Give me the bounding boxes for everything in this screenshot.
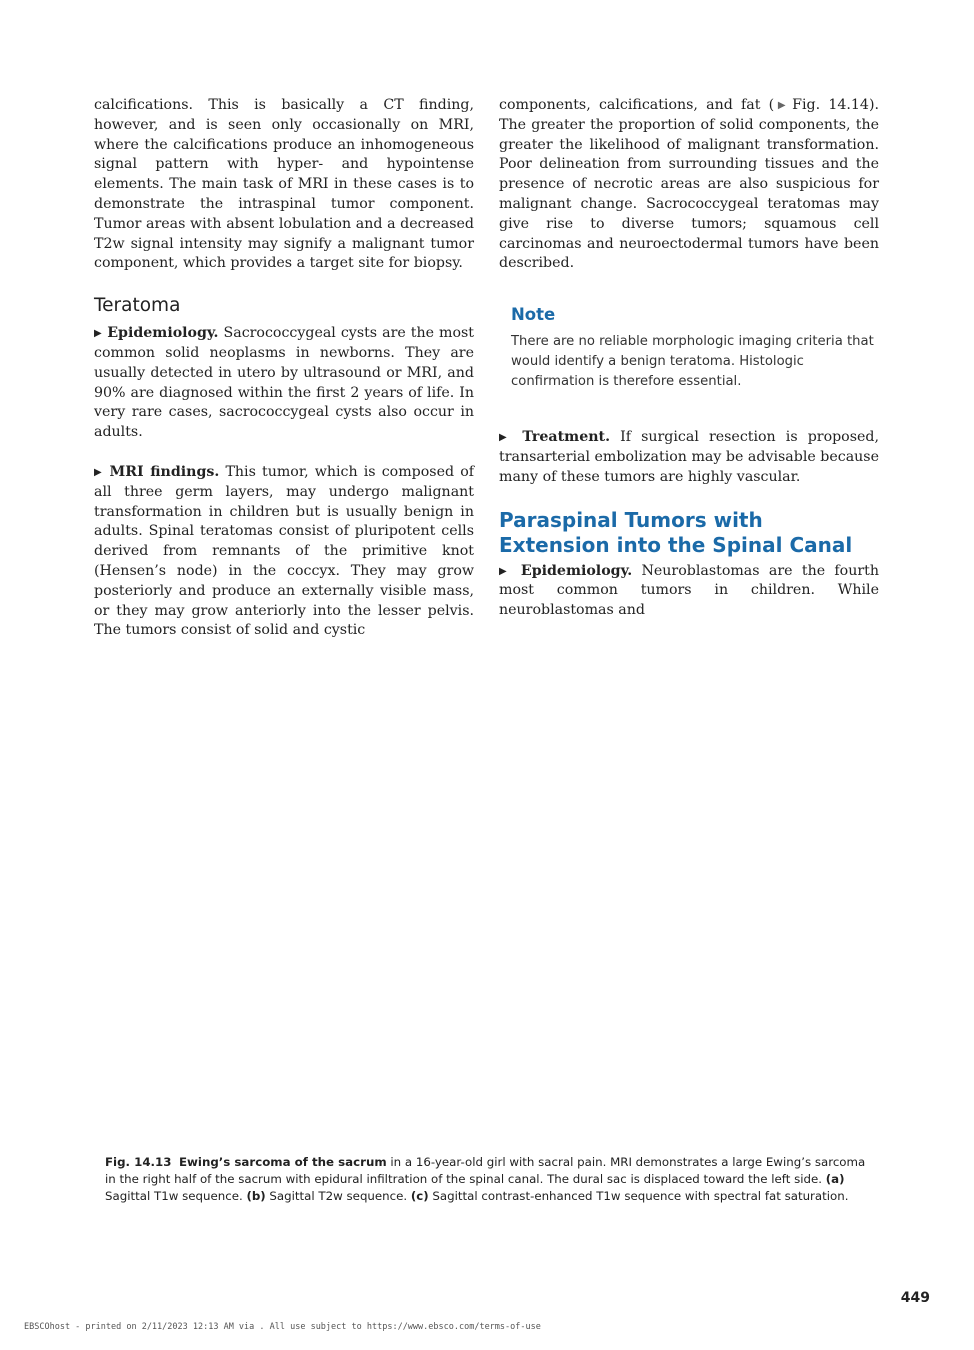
- epidemiology2-text: Neuroblastomas are the fourth most common tumors in children. While neuroblastomas and: [499, 562, 879, 619]
- figure-caption: [105, 1154, 873, 1205]
- print-footer: EBSCOhost - printed on 2/11/2023 12:13 AM via . All use subject to https://www.ebsco.com/terms-of-use: [24, 1322, 541, 1332]
- treatment-text: If surgical resection is proposed, transarterial embolization may be advisable because many of these tumors are highly vascular.: [499, 429, 879, 485]
- caption-title: Ewing’s sarcoma of the sacrum: [178, 1155, 387, 1169]
- triangle-bullet-icon: ▶: [499, 565, 512, 577]
- note-box: [511, 304, 879, 392]
- right-column: [499, 96, 879, 621]
- mri-findings-text: This tumor, which is composed of all three germ layers, may undergo malignant transformation in children but is usually benign in adults. Spinal teratomas consist of pluripotent cells derived from remnants of the primitive knot (Hensen’s node) in the coccyx. They may grow posteriorly and produce an externally visible mass, or they may grow anteriorly into the lesser pelvis. The tumors consist of solid and cystic: [94, 463, 474, 639]
- mri-findings-paragraph: [94, 463, 474, 641]
- left-column: [94, 96, 474, 641]
- epidemiology-text: Sacrococcygeal cysts are the most common solid neoplasms in newborns. They are usually detected in utero by ultrasound or MRI, and 90% are diagnosed within the first 2 years of life. In very rare cases, sacrococcygeal cysts also occur in adults.: [94, 325, 474, 441]
- caption-text: in a 16-year-old girl with sacral pain. MRI demonstrates a large Ewing’s sarcoma in the right half of the sacrum with epidural infiltration of the spinal canal. The dural sac is displaced toward the left side.: [105, 1155, 866, 1186]
- components-text-start: components, calcifications, and fat (: [499, 97, 775, 113]
- components-text-end: ). The greater the proportion of solid components, the greater the likelihood of malignant transformation. Poor delineation from surrounding tissues and the presence of necrotic areas are also suspicious for malignant change. Sacrococcygeal teratomas may give rise to diverse tumors; squamous cell carcinomas and neuroectodermal tumors have been described.: [499, 97, 879, 272]
- triangle-bullet-icon: ▶: [94, 466, 104, 478]
- caption-c-text: Sagittal contrast-enhanced T1w sequence with spectral fat saturation.: [428, 1189, 849, 1203]
- section-heading-paraspinal: Paraspinal Tumors with Extension into the Spinal Canal: [499, 507, 853, 557]
- note-text: There are no reliable morphologic imaging criteria that would identify a benign teratoma. Histologic confirmation is therefore essential.: [511, 334, 874, 390]
- caption-a-label: (a): [825, 1172, 845, 1186]
- mri-findings-label: MRI findings.: [109, 463, 220, 480]
- epidemiology2-paragraph: [499, 562, 879, 621]
- epidemiology-label: Epidemiology.: [107, 325, 219, 342]
- triangle-bullet-icon: ▶: [499, 432, 513, 444]
- epidemiology-paragraph: [94, 324, 474, 443]
- page-number: 449: [900, 1290, 930, 1306]
- caption-b-label: (b): [246, 1189, 266, 1203]
- figure-ref-triangle-icon: ▶: [774, 100, 790, 111]
- caption-c-label: (c): [410, 1189, 429, 1203]
- treatment-paragraph: [499, 428, 879, 487]
- components-paragraph: [499, 96, 879, 274]
- figure-reference-link[interactable]: Fig. 14.14: [792, 97, 869, 113]
- note-title: Note: [511, 305, 556, 325]
- caption-b-text: Sagittal T2w sequence.: [265, 1189, 411, 1203]
- caption-a-text: Sagittal T1w sequence.: [105, 1189, 247, 1203]
- treatment-label: Treatment.: [522, 429, 611, 446]
- caption-label: Fig. 14.13: [105, 1155, 172, 1169]
- intro-paragraph: calcifications. This is basically a CT finding, however, and is seen only occasionally on MRI, where the calcifications produce an inhomogeneous signal pattern with hyper- and hypointense elements. The main task of MRI in these cases is to demonstrate the intraspinal tumor component. Tumor areas with absent lobulation and a decreased T2w signal intensity may signify a malignant tumor component, which provides a target site for biopsy.: [94, 97, 474, 272]
- triangle-bullet-icon: ▶: [94, 328, 103, 340]
- section-heading-teratoma: Teratoma: [94, 295, 181, 317]
- epidemiology2-label: Epidemiology.: [520, 562, 633, 579]
